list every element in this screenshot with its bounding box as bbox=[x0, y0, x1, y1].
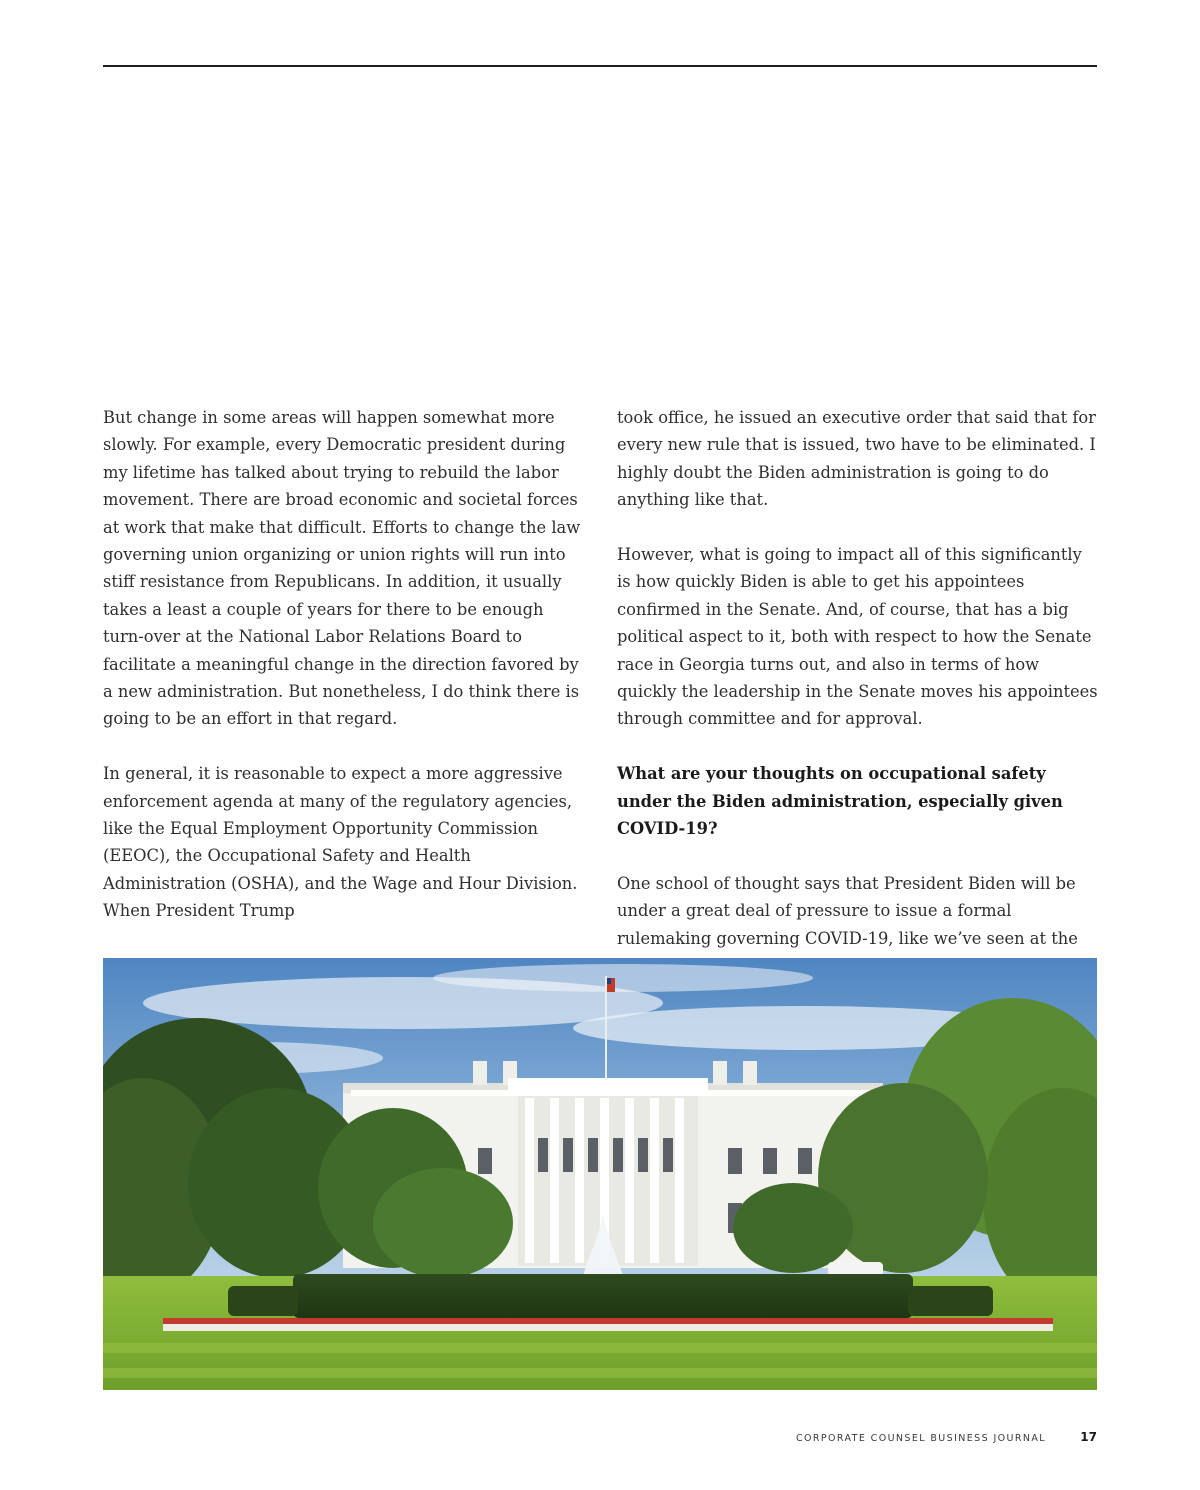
white-house-photo bbox=[103, 958, 1097, 1390]
article-column-left bbox=[103, 404, 585, 952]
page-number: 17 bbox=[1080, 1430, 1097, 1444]
white-house-icon bbox=[103, 958, 1097, 1390]
paragraph: In general, it is reasonable to expect a more aggressive enforcement agenda at many of the regulatory agencies, like the Equal Employment Opportunity Commission (EEOC), the Occupational Safety and Health Administration (OSHA), and the Wage and Hour Division. When President Trump bbox=[103, 764, 578, 921]
paragraph: But change in some areas will happen somewhat more slowly. For example, every Democratic president during my lifetime has talked about trying to rebuild the labor movement. There are broad economic and societal forces at work that make that difficult. Efforts to change the law governing union organizing or union rights will run into stiff resistance from Republicans. In addition, it usually takes a least a couple of years for there to be enough turn-over at the National Labor Relations Board to facilitate a meaningful change in the direction favored by a new administration. But nonetheless, I do think there is going to be an effort in that regard. bbox=[103, 408, 581, 729]
paragraph: took office, he issued an executive order that said that for every new rule that is issued, two have to be eliminated. I highly doubt the Biden administration is going to do anything like that. bbox=[617, 408, 1096, 510]
publication-name: CORPORATE COUNSEL BUSINESS JOURNAL bbox=[795, 1433, 1046, 1444]
paragraph: However, what is going to impact all of this significantly is how quickly Biden is able to get his appointees confirmed in the Senate. And, of course, that has a big political aspect to it, both with respect to how the Senate race in Georgia turns out, and also in terms of how quickly the leadership in the Senate moves his appointees through committee and for approval. bbox=[617, 545, 1098, 729]
top-rule bbox=[103, 65, 1097, 67]
paragraph: One school of thought says that President Biden will be under a great deal of pressure to issue a formal rulemaking governing COVID-19, like we’ve seen at the bbox=[617, 873, 1078, 948]
article-column-right bbox=[617, 404, 1099, 1007]
interview-question: What are your thoughts on occupational safety under the Biden administration, especially given COVID-19? bbox=[617, 764, 1063, 839]
